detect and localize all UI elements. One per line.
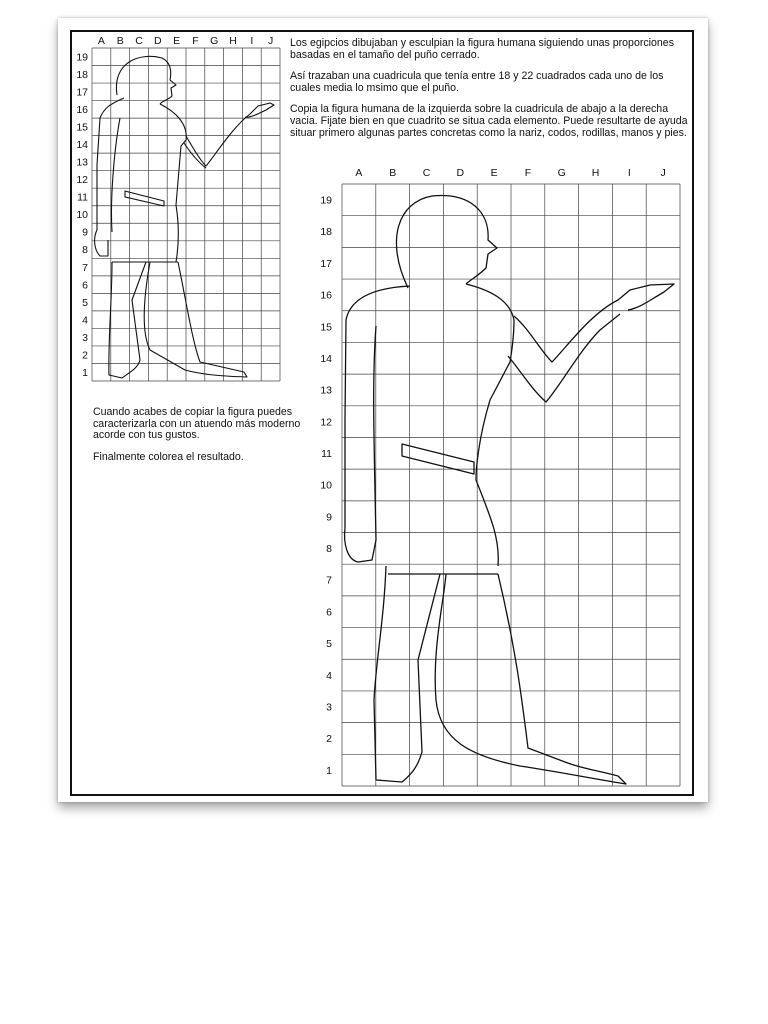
column-label: D [154,35,162,47]
row-label: 15 [320,321,332,334]
instruction-paragraph: Cuando acabes de copiar la figura puedes caracterizarla con un atuendo más moderno acorde con tus gustos. [93,406,301,442]
column-label: A [97,35,105,47]
copy-grid-lines [342,184,680,786]
column-label: H [591,167,600,179]
row-label: 18 [320,226,332,239]
row-label: 16 [76,104,88,117]
reference-row-labels [76,51,88,378]
row-label: 8 [82,244,88,257]
reference-column-labels [98,35,273,47]
column-label: J [267,35,274,47]
column-label: G [557,167,566,179]
row-label: 5 [326,638,332,651]
reference-grid [70,30,290,390]
column-label: G [210,35,219,47]
row-label: 19 [320,194,332,207]
row-label: 15 [76,121,88,134]
copy-row-labels [320,195,332,777]
column-label: D [456,167,465,179]
column-label: I [627,167,631,179]
instruction-paragraph: Los egipcios dibujaban y esculpian la figura humana siguiendo unas proporciones basadas en el tamaño del puño cerrado. [290,37,674,61]
row-label: 19 [76,51,88,64]
row-label: 13 [76,156,88,169]
column-label: C [135,35,143,47]
row-label: 18 [76,68,88,81]
row-label: 3 [326,701,332,714]
row-label: 11 [77,191,88,204]
copy-grid [290,160,690,790]
row-label: 16 [320,289,332,302]
instruction-paragraph: Así trazaban una cuadricula que tenía entre 18 y 22 cuadrados cada uno de los cuales media lo msimo que el puño. [290,70,664,94]
column-label: C [422,167,431,179]
row-label: 17 [76,86,88,99]
column-label: J [660,167,666,179]
row-label: 2 [326,733,332,746]
instruction-paragraph: Finalmente colorea el resultado. [93,450,244,463]
row-label: 12 [76,174,88,187]
final-instructions [93,407,308,473]
column-label: E [490,167,498,179]
copy-column-labels [355,167,665,179]
row-label: 11 [321,447,332,460]
row-label: 13 [320,384,332,397]
instruction-paragraph: Copia la figura humana de la izquierda sobre la cuadricula de abajo a la derecha vacia. Fijate bien en que cuadrito se situa cada elemento. Puede resultarte de ayuda situar primero algunas partes concretas como la nariz, codos, rodillas, manos y pies. [290,103,688,139]
row-label: 14 [320,352,332,365]
row-label: 1 [326,764,332,777]
row-label: 7 [82,261,88,274]
column-label: B [389,167,397,179]
instructions [290,38,690,149]
column-label: A [355,167,363,179]
reference-grid-lines [92,48,280,381]
row-label: 8 [326,543,332,556]
traced-figure [345,195,674,784]
egyptian-figure [95,56,274,378]
column-label: F [524,167,532,179]
column-label: I [250,35,254,47]
row-label: 9 [326,511,332,524]
row-label: 12 [320,416,332,429]
column-label: H [229,35,237,47]
row-label: 14 [76,139,88,152]
row-label: 7 [326,574,332,587]
row-label: 6 [326,606,332,619]
row-label: 17 [320,257,332,270]
row-label: 9 [82,226,88,239]
column-label: F [192,35,199,47]
row-label: 3 [82,331,88,344]
row-label: 4 [82,314,88,327]
row-label: 10 [320,479,332,492]
row-label: 5 [82,296,88,309]
row-label: 2 [82,349,88,362]
column-label: E [173,35,181,47]
row-label: 10 [76,209,88,222]
row-label: 6 [82,279,88,292]
row-label: 4 [326,669,332,682]
row-label: 1 [82,366,88,379]
column-label: B [116,35,124,47]
